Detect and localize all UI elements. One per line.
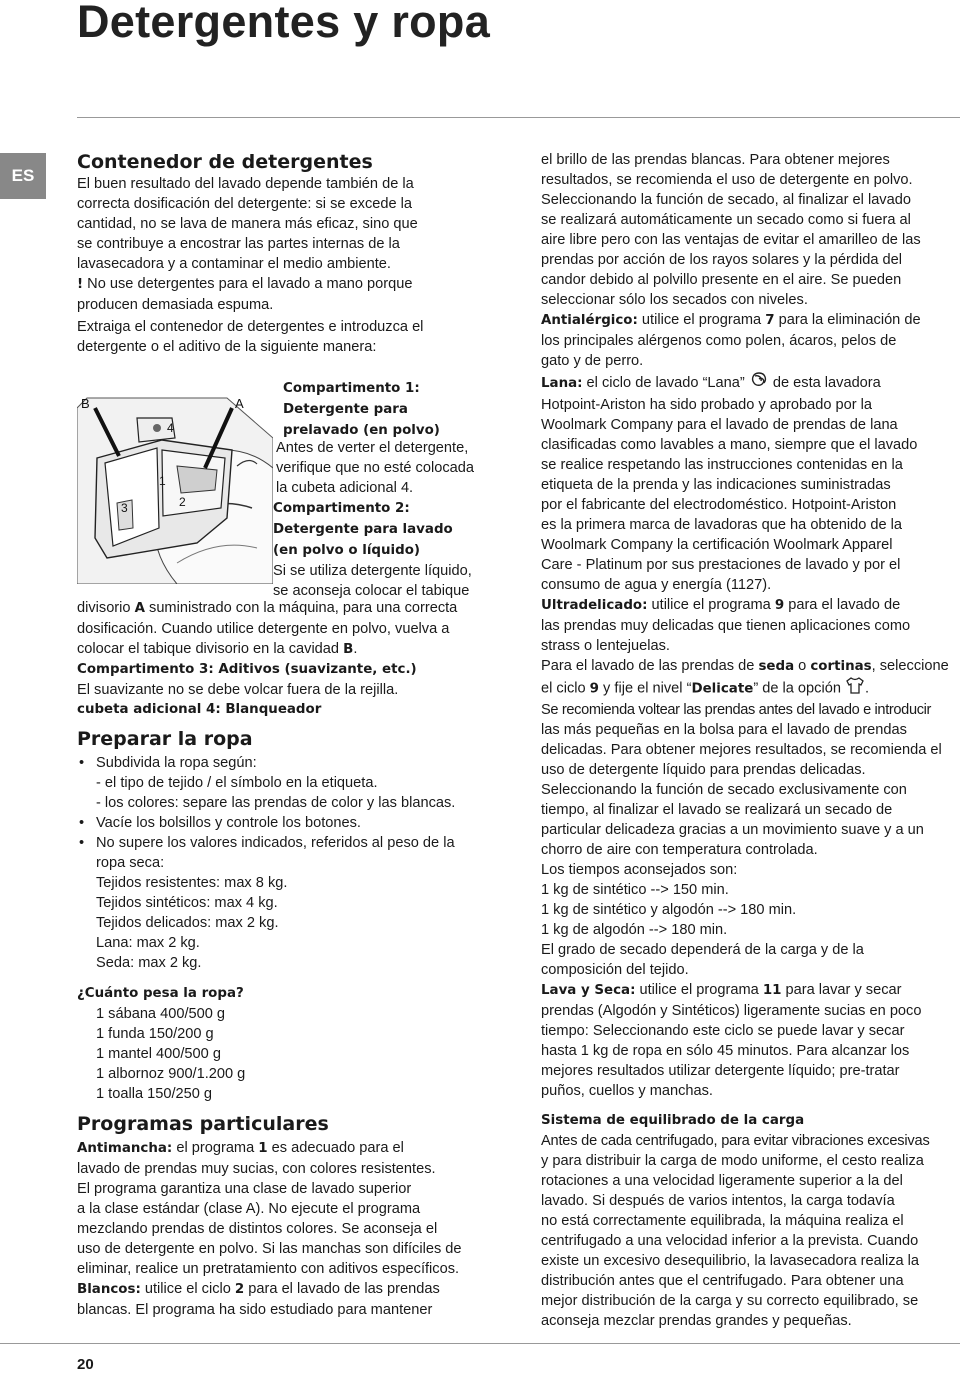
intro-line: cantidad, no se lava de manera más eficaz, sino que [77, 216, 418, 232]
list-item: 1 sábana 400/500 g [96, 1006, 226, 1022]
extraiga-line: Extraiga el contenedor de detergentes e introduzca el [77, 319, 424, 335]
compartment-1: Compartimento 1: Detergente para prelavado (en polvo) [283, 381, 440, 438]
sistema-title: Sistema de equilibrado de la carga [541, 1113, 805, 1128]
antimancha-line: mezclando prendas de distintos colores. Se aconseja el [77, 1221, 438, 1237]
divisorio-line: dosificación. Cuando utilice detergente en polvo, vuelva a [77, 621, 450, 637]
left-column-lower [77, 598, 497, 1320]
detergent-drawer-figure [77, 378, 273, 584]
shirt-icon [845, 677, 865, 700]
page-title: Detergentes y ropa [77, 0, 491, 47]
left-column [77, 150, 497, 357]
blancos-line: blancas. El programa ha sido estudiado para mantener [77, 1302, 433, 1318]
label-a: A [235, 396, 244, 411]
compartment-3-text: El suavizante no se debe volcar fuera de la rejilla. [77, 682, 399, 698]
header-rule [77, 117, 960, 118]
intro-line: se contribuye a encostrar las partes internas de la [77, 236, 400, 252]
cuanto-title: ¿Cuánto pesa la ropa? [77, 986, 244, 1001]
label-b: B [81, 396, 90, 411]
intro-line: El buen resultado del lavado depende también de la [77, 176, 414, 192]
blancos-line: Blancos: utilice el ciclo 2 para el lavado de las prendas [77, 1281, 440, 1297]
footer-rule [0, 1343, 960, 1344]
seda-line: Para el lavado de las prendas de seda o cortinas, seleccione [541, 658, 949, 674]
antimancha-line: lavado de prendas muy sucias, con colores resistentes. [77, 1161, 436, 1177]
language-tab: ES [0, 153, 46, 199]
antimancha-line: eliminar, realice un pretratamiento con aditivos específicos. [77, 1261, 460, 1277]
label-4: 4 [167, 421, 174, 435]
heading-programas: Programas particulares [77, 1113, 329, 1135]
divisorio-line: divisorio A suministrado con la máquina, para una correcta [77, 600, 458, 616]
right-column: el brillo de las prendas blancas. Para obtener mejores resultados, se recomienda el uso de detergente en polvo. Seleccionando la función de secado, al finalizar el lavado se realizará automáticamente un secado como si fuera al aire libre pero con las ventajas de evitar el amarilleo de las prendas por acción de los rayos solares y la pérdida del candor debido al polvillo presente en el aire. Se pueden seleccionar sólo los secados con niveles. Antialérgico: utilice el programa 7 para la eliminación de los principales alérgenos como polen, ácaros, pelos de gato y de perro. Lana: el ciclo de lavado “Lana” de esta lavadora Hotpoint-Ariston ha sido probado y aprobado por la Woolmark Company para el lavado de prendas de lana clasificadas como lavables a mano, siempre que el lavado se realice respetando las instrucciones contenidas en la etiqueta de la prenda y las indicaciones suministradas por el fabricante del electrodoméstico. Hotpoint-Ariston es la primera marca de lavadoras que ha obtenido de la Woolmark Company la certificación Woolmark Apparel Care - Platinum por sus prestaciones de lavado y por el consumo de agua y energía (1127). Ultradelicado: utilice el programa 9 para el lavado de las prendas muy delicadas que tienen aplicaciones como strass o lentejuelas. Para el lavado de las prendas de seda o cortinas, seleccione el ciclo 9 y fije el nivel “Delicate” de la opción . Se recomienda voltear las prendas antes del lavado e introducir las más pequeñas en la bolsa para el lavado de prendas delicadas. Para obtener mejores resultados, se recomienda el uso de detergente líquido para prendas delicadas. Seleccionando la función de secado exclusivamente con tiempo, al finalizar el lavado se realizará un secado de particular delicadeza gracias a un movimiento suave y a un chorro de aire con temperatura controlada. Los tiempos aconsejados son: 1 kg de sintético --> 150 min. 1 kg de sintético y algodón --> 180 min. 1 kg de algodón --> 180 min. El grado de secado dependerá de la carga y de la composición del tejido. Lava y Seca: utilice el programa 11 para lavar y secar prendas (Algodón y Sintéticos) ligeramente sucias en poco tiempo: Seleccionando este ciclo se puede lavar y secar hasta 1 kg de ropa en sólo 45 minutos. Para alcanzar los mejores resultados utilizar detergente líquido; pre-tratar puños, cuellos y manchas. Sistema de equilibrado de la carga Antes de cada centrifugado, para evitar vibraciones excesivas y para distribuir la carga de modo uniforme, el cesto realiza rotaciones a una velocidad ligeramente superior a la del lavado. Si después de varios intentos, la carga todavía no está correctamente equilibrada, la máquina realiza el centrifugado a una velocidad inferior a la prevista. Cuando existe un excesivo desequilibrio, la lavasecadora realiza la distribución antes que el centrifugado. Para obtener una mejor distribución de la carga y su correcto equilibrado, se aconseja mezclar prendas grandes y pequeñas. [541, 150, 960, 1331]
warning-mark: ! [77, 277, 84, 292]
cuanto-list [77, 1004, 497, 1104]
ultra-line: Ultradelicado: utilice el programa 9 para el lavado de [541, 597, 901, 613]
heading-preparar: Preparar la ropa [77, 728, 253, 750]
extraiga-line: detergente o el aditivo de la siguiente manera: [77, 339, 377, 355]
list-item: 1 albornoz 900/1.200 g [96, 1066, 246, 1082]
antimancha-line: El programa garantiza una clase de lavado superior [77, 1181, 412, 1197]
heading-contenedor: Contenedor de detergentes [77, 151, 373, 173]
antimancha-line: a la clase estándar (clase A). No ejecute el programa [77, 1201, 421, 1217]
lana-line: Lana: el ciclo de lavado “Lana” de esta lavadora [541, 371, 960, 395]
intro-line: lavasecadora y a contaminar el medio ambiente. [77, 256, 391, 272]
label-2: 2 [179, 495, 186, 509]
preparar-list [77, 753, 497, 973]
label-1: 1 [159, 474, 166, 488]
label-3: 3 [121, 501, 128, 515]
list-item: 1 mantel 400/500 g [96, 1046, 221, 1062]
antialergico-line: Antialérgico: utilice el programa 7 para la eliminación de [541, 312, 921, 328]
list-item: 1 funda 150/200 g [96, 1026, 214, 1042]
antimancha-line: uso de detergente en polvo. Si las manchas son difíciles de [77, 1241, 462, 1257]
list-item: • Subdivida la ropa según: - el tipo de tejido / el símbolo en la etiqueta. - los colores: separe las prendas de color y las blancas. [77, 753, 497, 813]
list-item: 1 toalla 150/250 g [96, 1086, 213, 1102]
list-item: • No supere los valores indicados, referidos al peso de la ropa seca: Tejidos resistentes: max 8 kg. Tejidos sintéticos: max 4 kg. Tejidos delicados: max 2 kg. Lana: max 2 kg. Seda: max 2 kg. [77, 833, 497, 973]
seda-line: el ciclo 9 y fije el nivel “Delicate” de la opción . [541, 677, 960, 700]
drawer-illustration [77, 378, 273, 584]
cubeta-title: cubeta adicional 4: Blanqueador [77, 702, 322, 717]
warning-line: producen demasiada espuma. [77, 297, 274, 313]
compartment-2: Compartimento 2: Detergente para lavado (en polvo o líquido) Si se utiliza detergente líquido, se aconseja colocar el tabique [273, 501, 472, 599]
list-item: • Vacíe los bolsillos y controle los botones. [77, 813, 497, 833]
lava-line: Lava y Seca: utilice el programa 11 para lavar y secar [541, 982, 902, 998]
compartment-3-title: Compartimento 3: Aditivos (suavizante, etc.) [77, 662, 417, 677]
compartment-1-text: Antes de verter el detergente, verifique que no esté colocada la cubeta adicional 4. [276, 440, 474, 496]
intro-line: correcta dosificación del detergente: si se excede la [77, 196, 413, 212]
page-number: 20 [77, 1356, 94, 1373]
warning-line: ! No use detergentes para el lavado a mano porque [77, 276, 413, 292]
divisorio-line: colocar el tabique divisorio en la cavidad B. [77, 641, 358, 657]
antimancha-line: Antimancha: el programa 1 es adecuado para el [77, 1140, 404, 1156]
woolmark-icon [749, 371, 769, 395]
